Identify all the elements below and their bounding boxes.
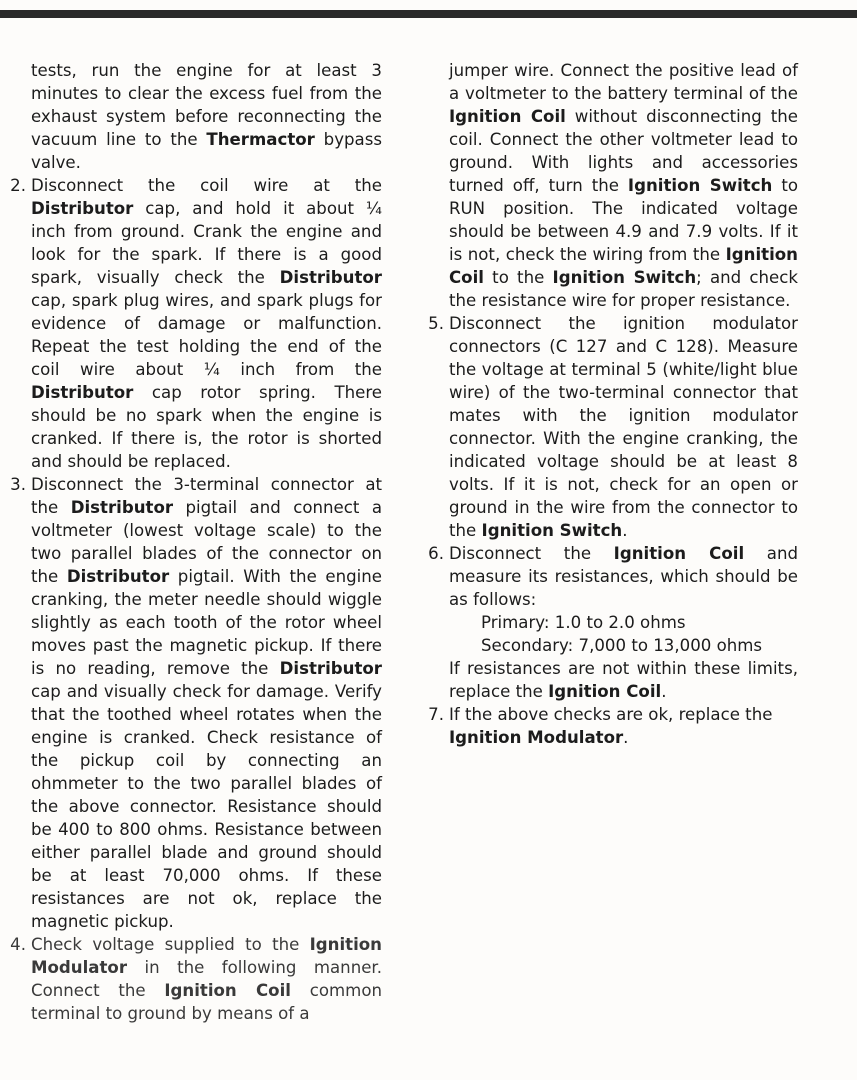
left-column: [6, 59, 382, 1025]
item-text: Disconnect the ignition modulator connectors (C 127 and C 128). Measure the voltage at terminal 5 (white/light blue wire) of the two-terminal connector that mates with the ignition modulator connector. With the engine cranking, the indicated voltage should be at least 8 volts. If it is not, check for an open or ground in the wire from the connector to the Ignition Switch.: [449, 314, 798, 540]
secondary-resistance: Secondary: 7,000 to 13,000 ohms: [481, 636, 763, 655]
list-item-4: [6, 933, 382, 1025]
intro-text-end: bypass valve.: [31, 130, 383, 172]
list-item-2: [6, 174, 382, 473]
intro-bold: Thermactor: [206, 130, 315, 149]
item-number: 7.: [428, 705, 444, 724]
item-number: 2.: [10, 176, 26, 195]
item-text: Check voltage supplied to the Ignition Modulator in the following manner. Connect the Ignition Coil common terminal to ground by means of a: [31, 935, 382, 1023]
resistance-values: [449, 611, 798, 657]
item-number: 4.: [10, 935, 26, 954]
primary-resistance: Primary: 1.0 to 2.0 ohms: [481, 613, 686, 632]
item-text: Disconnect the 3-terminal connector at the Distributor pigtail and connect a voltmeter (lowest voltage scale) to the two parallel blades of the connector on the Distributor pigtail. With the engine cranking, the meter needle should wiggle slightly as each tooth of the rotor wheel moves past the magnetic pickup. If there is no reading, remove the Distributor cap and visually check for damage. Verify that the toothed wheel rotates when the engine is cranked. Check resistance of the pickup coil by connecting an ohmmeter to the two parallel blades of the above connector. Resistance should be 400 to 800 ohms. Resistance between either parallel blade and ground should be at least 70,000 ohms. If these resistances are not ok, replace the magnetic pickup.: [31, 475, 382, 931]
item-number: 3.: [10, 475, 26, 494]
right-column: [424, 59, 798, 749]
intro-paragraph: [6, 59, 382, 174]
top-rule: [0, 10, 857, 18]
list-item-3: [6, 473, 382, 933]
item-number: 6.: [428, 544, 444, 563]
list-item-7: [424, 703, 798, 749]
item-text: Disconnect the coil wire at the Distributor cap, and hold it about ¼ inch from ground. Crank the engine and look for the spark. If there is a good spark, visually check the Distributor cap, spark plug wires, and spark plugs for evidence of damage or malfunction. Repeat the test holding the end of the coil wire about ¼ inch from the Distributor cap rotor spring. There should be no spark when the engine is cranked. If there is, the rotor is shorted and should be replaced.: [31, 176, 382, 471]
item-number: 5.: [428, 314, 444, 333]
list-item-6: [424, 542, 798, 703]
item-text: Disconnect the Ignition Coil and measure its resistances, which should be as follows: Primary: 1.0 to 2.0 ohms Secondary: 7,000 to 13,000 ohms If resistances are not within these limits, replace the Ignition Coil.: [449, 544, 799, 701]
intro-text: tests, run the engine for at least 3 minutes to clear the excess fuel from the exhaust system before reconnecting the vacuum line to the: [31, 61, 382, 149]
item-text: If the above checks are ok, replace the Ignition Modulator.: [449, 705, 773, 747]
list-item-5: [424, 312, 798, 542]
item-4-continuation: jumper wire. Connect the positive lead of a voltmeter to the battery terminal of the Ignition Coil without disconnecting the coil. Connect the other voltmeter lead to ground. With lights and accessories turned off, turn the Ignition Switch to RUN position. The indicated voltage should be between 4.9 and 7.9 volts. If it is not, check the wiring from the Ignition Coil to the Ignition Switch; and check the resistance wire for proper resistance.: [449, 61, 799, 310]
